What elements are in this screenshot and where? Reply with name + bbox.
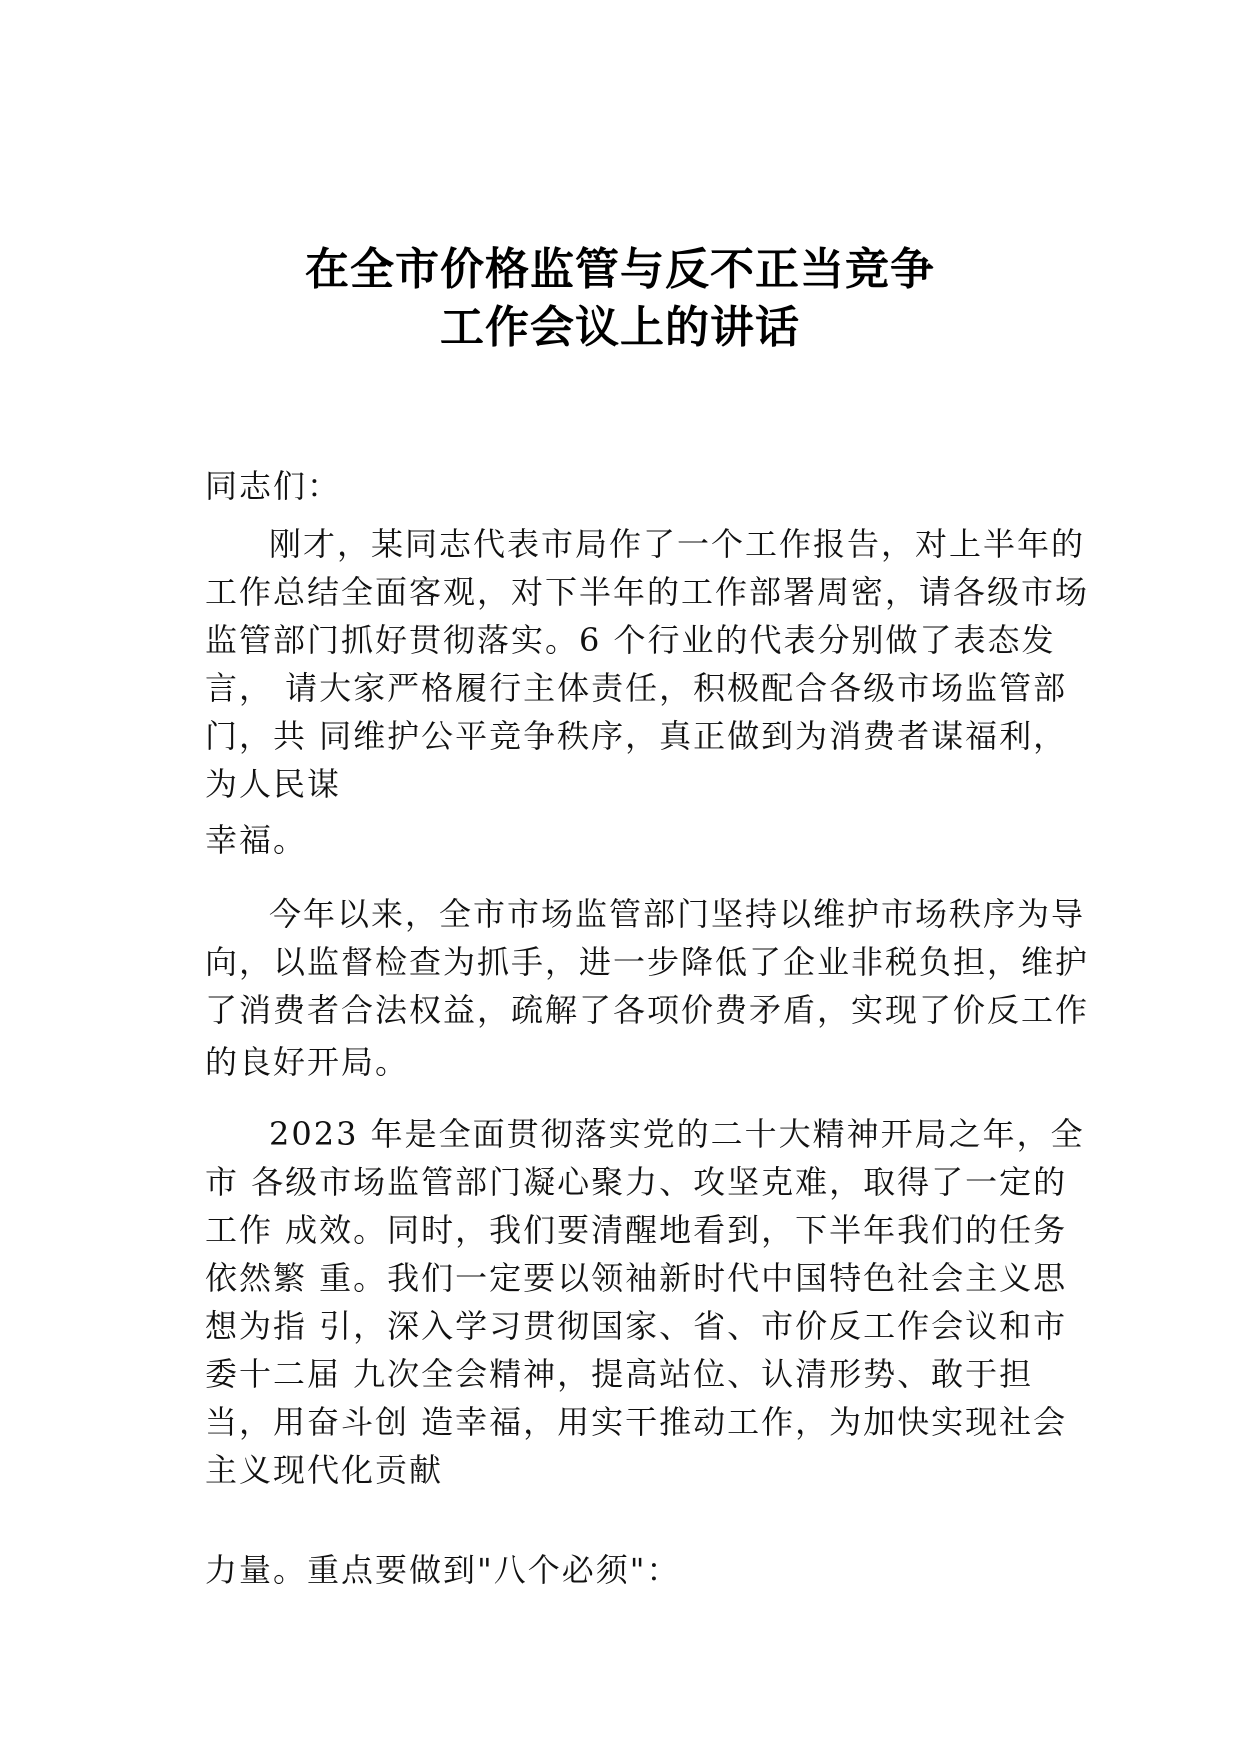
paragraph-line: 想为指 引，深入学习贯彻国家、省、市价反工作会议和市 bbox=[205, 1307, 1068, 1345]
paragraph-2-tail bbox=[205, 1038, 1075, 1086]
paragraph-line: 工作 成效。同时，我们要清醒地看到，下半年我们的任务 bbox=[205, 1211, 1068, 1249]
paragraph-line: 的良好开局。 bbox=[205, 1043, 410, 1081]
paragraph-line: 2023 年是全面贯彻落实党的二十大精神开局之年，全 bbox=[269, 1115, 1085, 1153]
paragraph-line: 工作总结全面客观，对下半年的工作部署周密，请各级市场 bbox=[205, 573, 1090, 611]
paragraph-line: 力量。重点要做到"八个必须"： bbox=[205, 1551, 681, 1589]
paragraph-3 bbox=[205, 1110, 1085, 1494]
paragraph-line: 主义现代化贡献 bbox=[205, 1451, 444, 1489]
document-title-line-2: 工作会议上的讲话 bbox=[440, 302, 800, 353]
paragraph-line: 为人民谋 bbox=[205, 765, 342, 803]
paragraph-3-tail bbox=[205, 1546, 1075, 1594]
paragraph-line: 门，共 同维护公平竞争秩序，真正做到为消费者谋福利， bbox=[205, 717, 1068, 755]
paragraph-line: 向，以监督检查为抓手，进一步降低了企业非税负担，维护 bbox=[205, 943, 1090, 981]
paragraph-line: 市 各级市场监管部门凝心聚力、攻坚克难，取得了一定的 bbox=[205, 1163, 1068, 1201]
salutation bbox=[205, 462, 1075, 510]
paragraph-line: 当，用奋斗创 造幸福，用实干推动工作，为加快实现社会 bbox=[205, 1403, 1068, 1441]
paragraph-line: 刚才，某同志代表市局作了一个工作报告，对上半年的 bbox=[269, 525, 1086, 563]
paragraph-line: 今年以来，全市市场监管部门坚持以维护市场秩序为导 bbox=[269, 895, 1086, 933]
paragraph-line: 依然繁 重。我们一定要以领袖新时代中国特色社会主义思 bbox=[205, 1259, 1068, 1297]
paragraph-1-tail bbox=[205, 816, 1075, 864]
paragraph-line: 言， 请大家严格履行主体责任，积极配合各级市场监管部 bbox=[205, 669, 1068, 707]
document-title-line-1: 在全市价格监管与反不正当竞争 bbox=[305, 244, 935, 295]
paragraph-2 bbox=[205, 890, 1090, 1034]
paragraph-line: 了消费者合法权益，疏解了各项价费矛盾，实现了价反工作 bbox=[205, 991, 1090, 1029]
paragraph-line: 幸福。 bbox=[205, 821, 308, 859]
paragraph-1 bbox=[205, 520, 1090, 808]
salutation-text: 同志们： bbox=[205, 467, 342, 505]
paragraph-line: 监管部门抓好贯彻落实。6 个行业的代表分别做了表态发 bbox=[205, 621, 1056, 659]
paragraph-line: 委十二届 九次全会精神，提高站位、认清形势、敢于担 bbox=[205, 1355, 1034, 1393]
